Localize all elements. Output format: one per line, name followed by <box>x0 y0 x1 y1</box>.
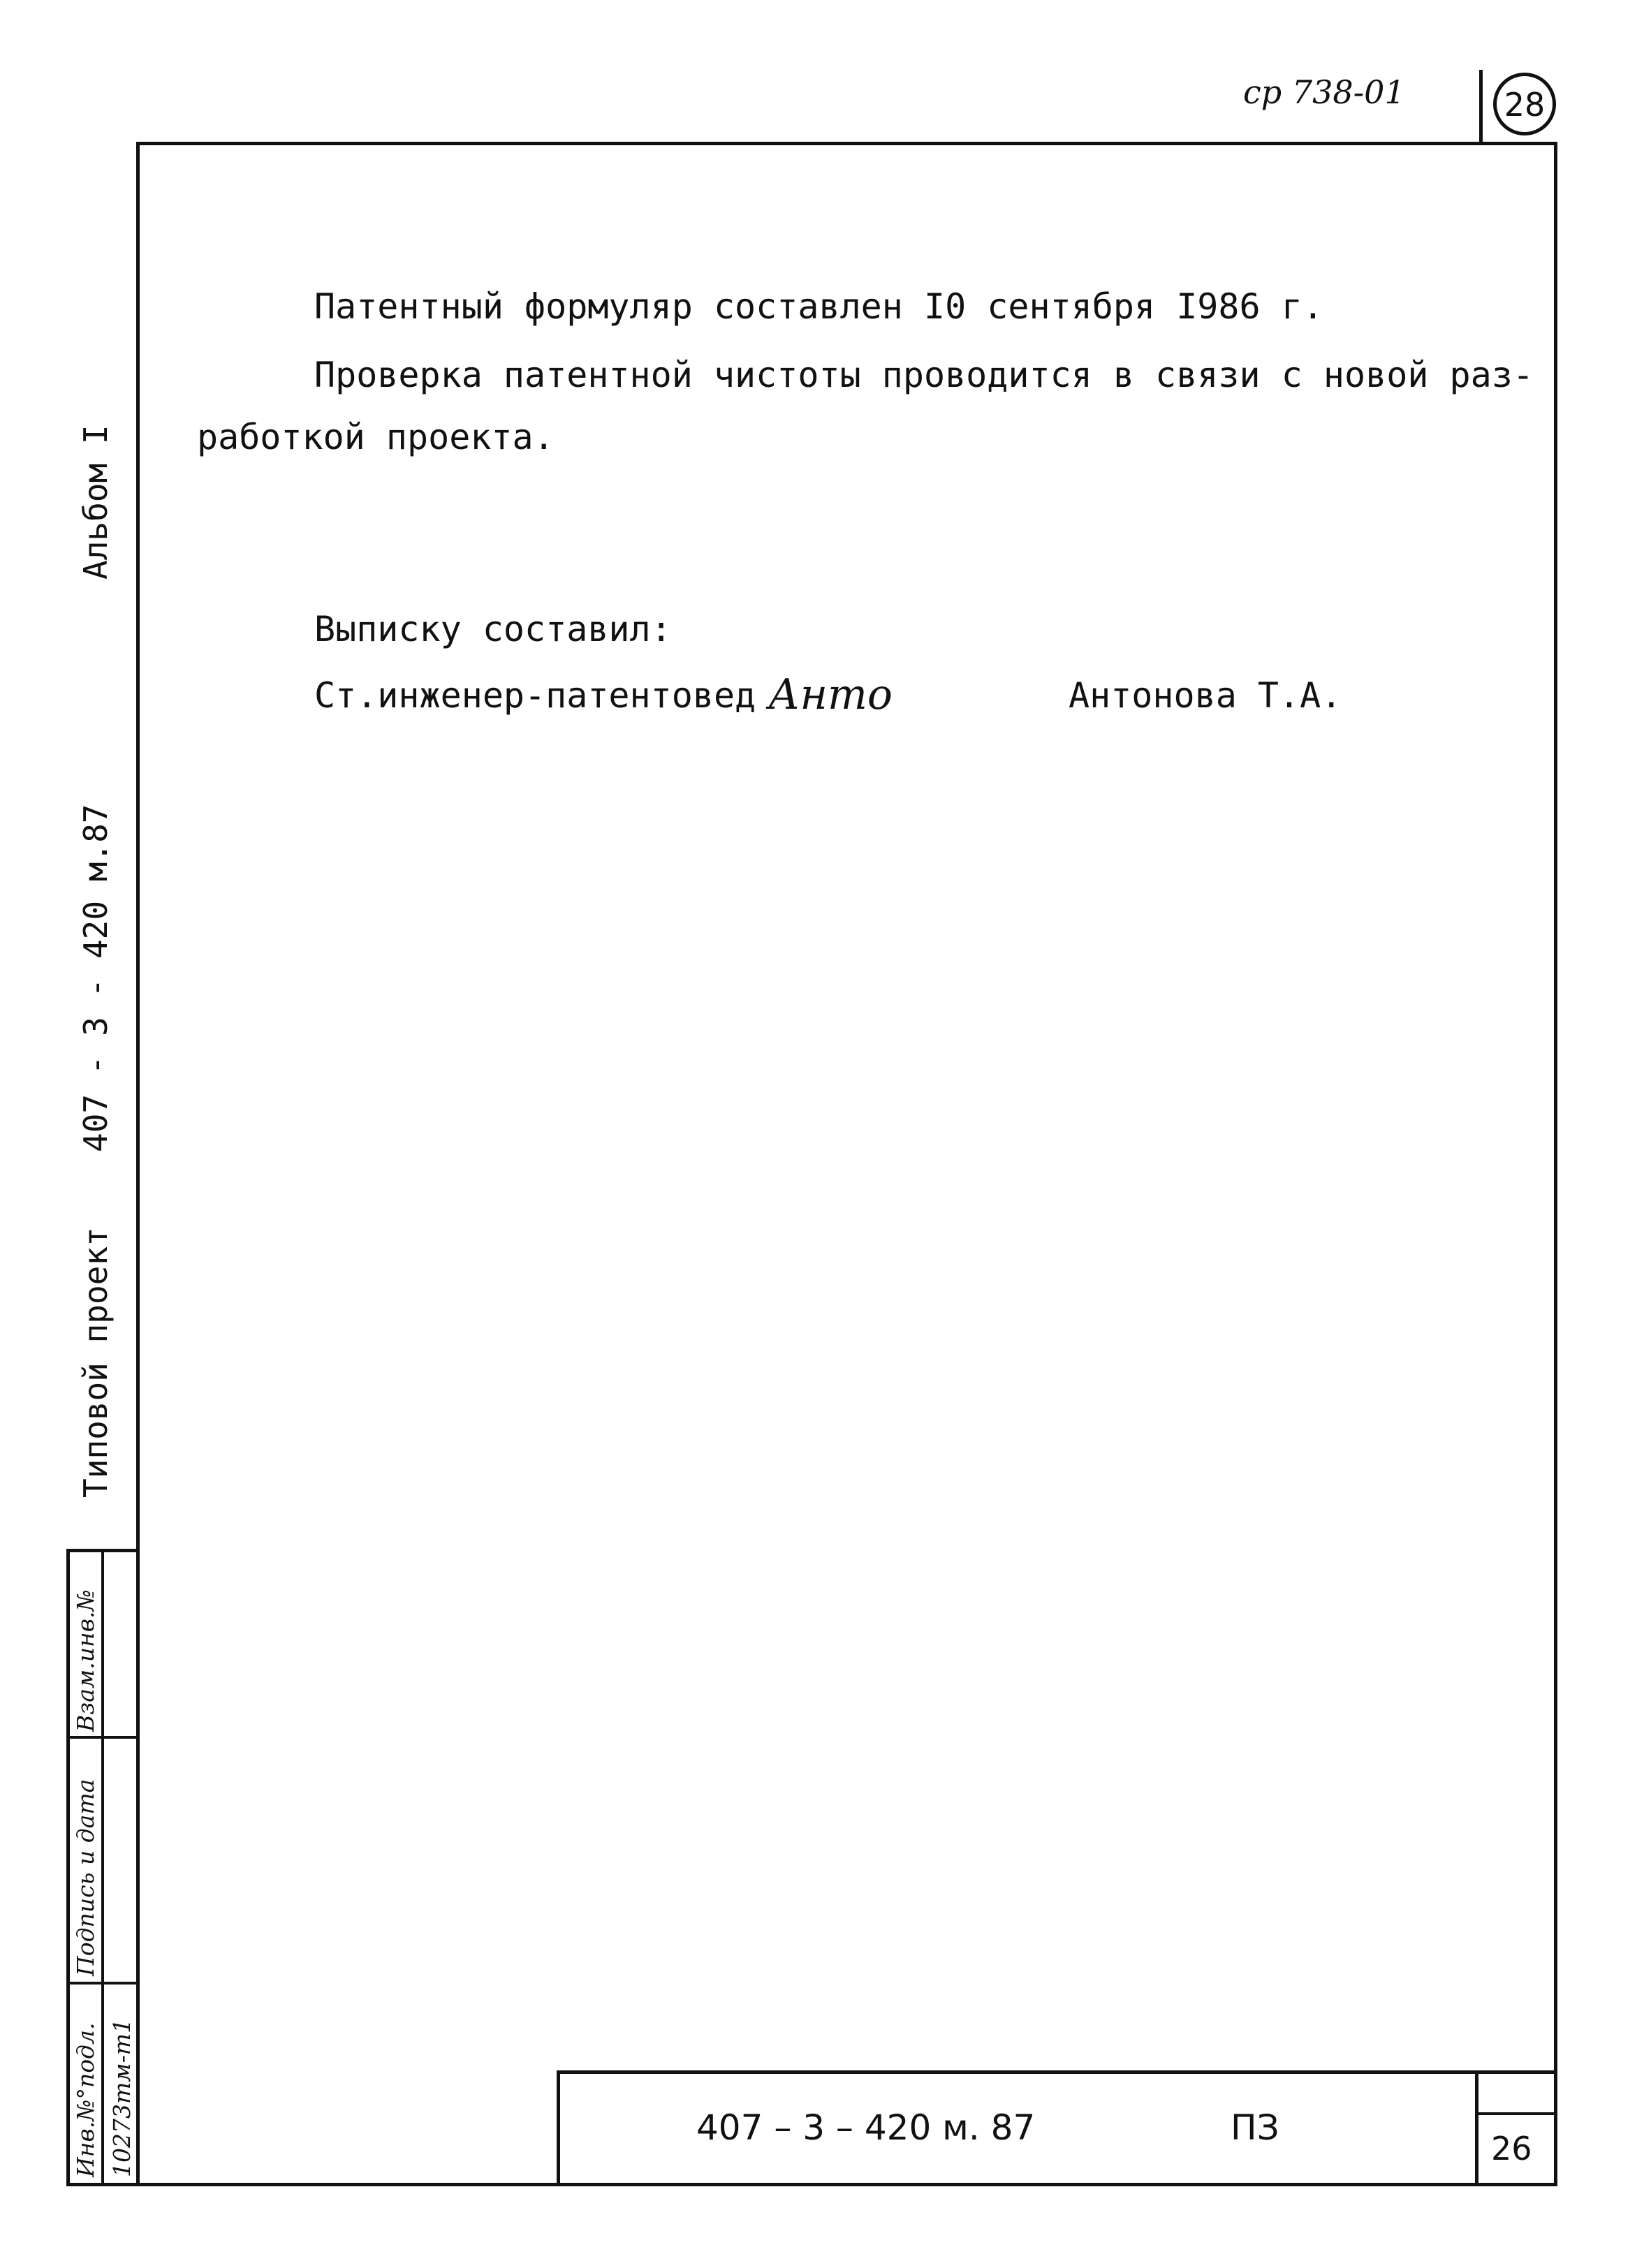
archive-code: ср 738-01 <box>1243 73 1405 111</box>
project-code-side: 407 - 3 - 420 м.87 <box>77 804 115 1152</box>
text-line-3: работкой проекта. <box>197 417 555 457</box>
sheet-circle-number: 28 <box>1504 86 1546 124</box>
text-line-1: Патентный формуляр составлен I0 сентября I986 г. <box>314 286 1323 327</box>
position-label: Ст.инженер-патентовед <box>314 675 756 716</box>
signer-name: Антонова Т.А. <box>1069 675 1342 716</box>
text-line-2: Проверка патентной чистоты проводится в связи с новой раз- <box>314 355 1534 395</box>
signature: Анто <box>768 670 893 719</box>
project-type-side: Типовой проект <box>77 1227 115 1498</box>
stamp-bottom <box>66 2183 140 2186</box>
sheet-cell <box>1475 2074 1557 2186</box>
compiled-label: Выписку составил: <box>314 609 672 649</box>
sheet-circle <box>1493 73 1556 135</box>
title-block-code: 407 – 3 – 420 м. 87 <box>696 2107 1036 2148</box>
title-block-section: ПЗ <box>1231 2107 1279 2148</box>
stamp-col-divider <box>101 1549 104 2186</box>
sheet-number: 26 <box>1491 2130 1532 2167</box>
stamp-inv-number: 10273тм-т1 <box>108 2018 135 2177</box>
stamp-replace-inv-label: Взам.инв.№ <box>72 1589 99 1732</box>
side-stamp <box>66 1549 140 2186</box>
stamp-sign-date-label: Подпись и дата <box>72 1779 99 1976</box>
sheet-cell-divider <box>1478 2112 1557 2115</box>
title-block <box>557 2070 1557 2186</box>
album-label: Альбом I <box>77 425 115 580</box>
sheet-circle-box <box>1479 70 1483 142</box>
stamp-row-divider-1 <box>66 1736 140 1739</box>
stamp-row-divider-2 <box>66 1982 140 1984</box>
stamp-outer-left <box>66 1549 70 2186</box>
stamp-inv-label: Инв.№°подл. <box>72 2022 99 2177</box>
